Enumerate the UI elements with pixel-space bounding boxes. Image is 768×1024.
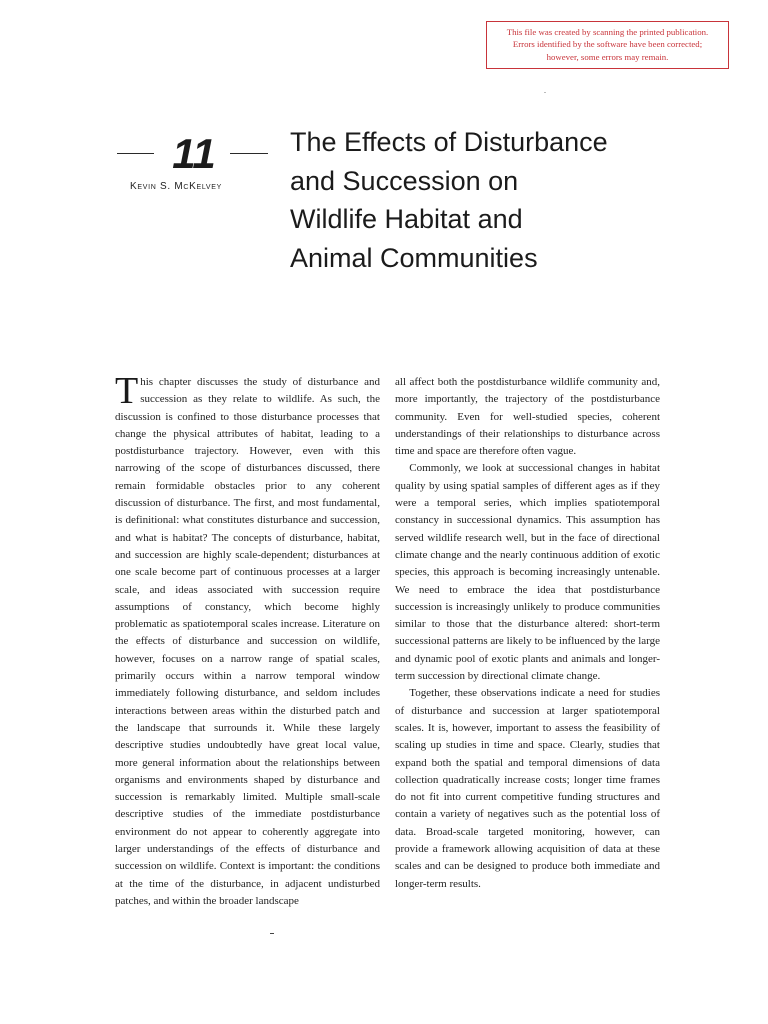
scan-speck [544, 92, 546, 93]
chapter-title-line-2: and Succession on [290, 165, 519, 196]
scan-notice-line-2: Errors identified by the software have been corrected; [512, 39, 703, 50]
body-paragraph-text: his chapter discusses the study of disturbance and succession as they relate to wildlife. As such, the discussion is confined to those disturbance processes that change the physical attributes of habitat, leading to a postdisturbance trajectory. However, even with this narrowing of the scope of disturbances discussed, there remain formidable obstacles prior to any coherent discussion of disturbance. The first, and most fundamental, is definitional: what constitutes disturbance and succession, and what is habitat? The concepts of disturbance, habitat, and succession are highly scale-dependent; disturbances at one scale become part of continuous processes at a larger scale, and ideas associated with succession require assumptions of constancy, which become highly problematic as spatiotemporal scales increase. Literature on the effects of disturbance and succession on wildlife, however, focuses on a narrow range of spatial scales, primarily occurs within a narrow temporal window immediately following disturbance, and seldom includes interactions between areas within the disturbed patch and the landscape that surrounds it. While these largely descriptive studies undoubtedly have great local value, more general information about the relationships between organisms and environments shaped by disturbance and succession is remarkably limited. Multiple small-scale descriptive studies of the immediate postdisturbance environment do not appear to coherently aggregate into larger understandings of the effects of disturbance and succession on wildlife. Context is important: the conditions at the time of the disturbance, in adjacent undisturbed patches, and within the broader landscape [115, 376, 380, 907]
chapter-title-line-4: Animal Communities [290, 242, 538, 273]
chapter-rule-left [117, 153, 154, 154]
scan-notice-line-3: however, some errors may remain. [546, 51, 669, 62]
body-column-left [115, 370, 380, 910]
scan-notice-line-1: This file was created by scanning the printed publication. [506, 27, 709, 37]
body-paragraph [115, 370, 380, 910]
chapter-title [290, 123, 690, 277]
drop-cap: T [115, 370, 139, 412]
body-column-right [395, 374, 660, 893]
chapter-title-line-3: Wildlife Habitat and [290, 204, 523, 234]
chapter-rule-right [230, 153, 268, 154]
body-paragraph: Together, these observations indicate a need for studies of disturbance and succession at larger spatiotemporal scales. It is, however, important to assess the feasibility of scaling up studies in time and space. Clearly, studies that expand both the spatial and temporal dimensions of data collection quadratically increase costs; longer time frames do not fit into current competitive funding structures and contain a variety of negatives such as the potential loss of data. Broad-scale targeted monitoring, however, can provide a framework allowing acquisition of data at these scales and can be designed to produce both immediate and longer-term results. [395, 687, 660, 890]
chapter-title-line-1: The Effects of Disturbance [290, 127, 608, 157]
body-paragraph: Commonly, we look at successional changes in habitat quality by using spatial samples of different ages as if they were a temporal series, which implies spatiotemporal constancy in successional dynamics. This assumption has served wildlife research well, but in the face of directional climate change and the nearly continuous addition of exotic species, this approach is becoming increasingly untenable. We need to embrace the idea that postdisturbance succession is increasingly unlikely to produce communities similar to those that the disturbance altered: short-term successional patterns are likely to be influenced by the large and dynamic pool of exotic plants and animals and longer-term succession by directional climate change. [395, 462, 660, 683]
scan-notice-box [486, 21, 729, 69]
chapter-number: 11 [172, 130, 216, 177]
scan-mark [270, 933, 274, 934]
body-paragraph: all affect both the postdisturbance wildlife community and, more importantly, the trajectory of the postdisturbance community. Even for well-studied species, coherent understandings of their relationships to disturbance across time and space are therefore often vague. [395, 376, 660, 458]
chapter-author: Kevin S. McKelvey [130, 181, 223, 192]
